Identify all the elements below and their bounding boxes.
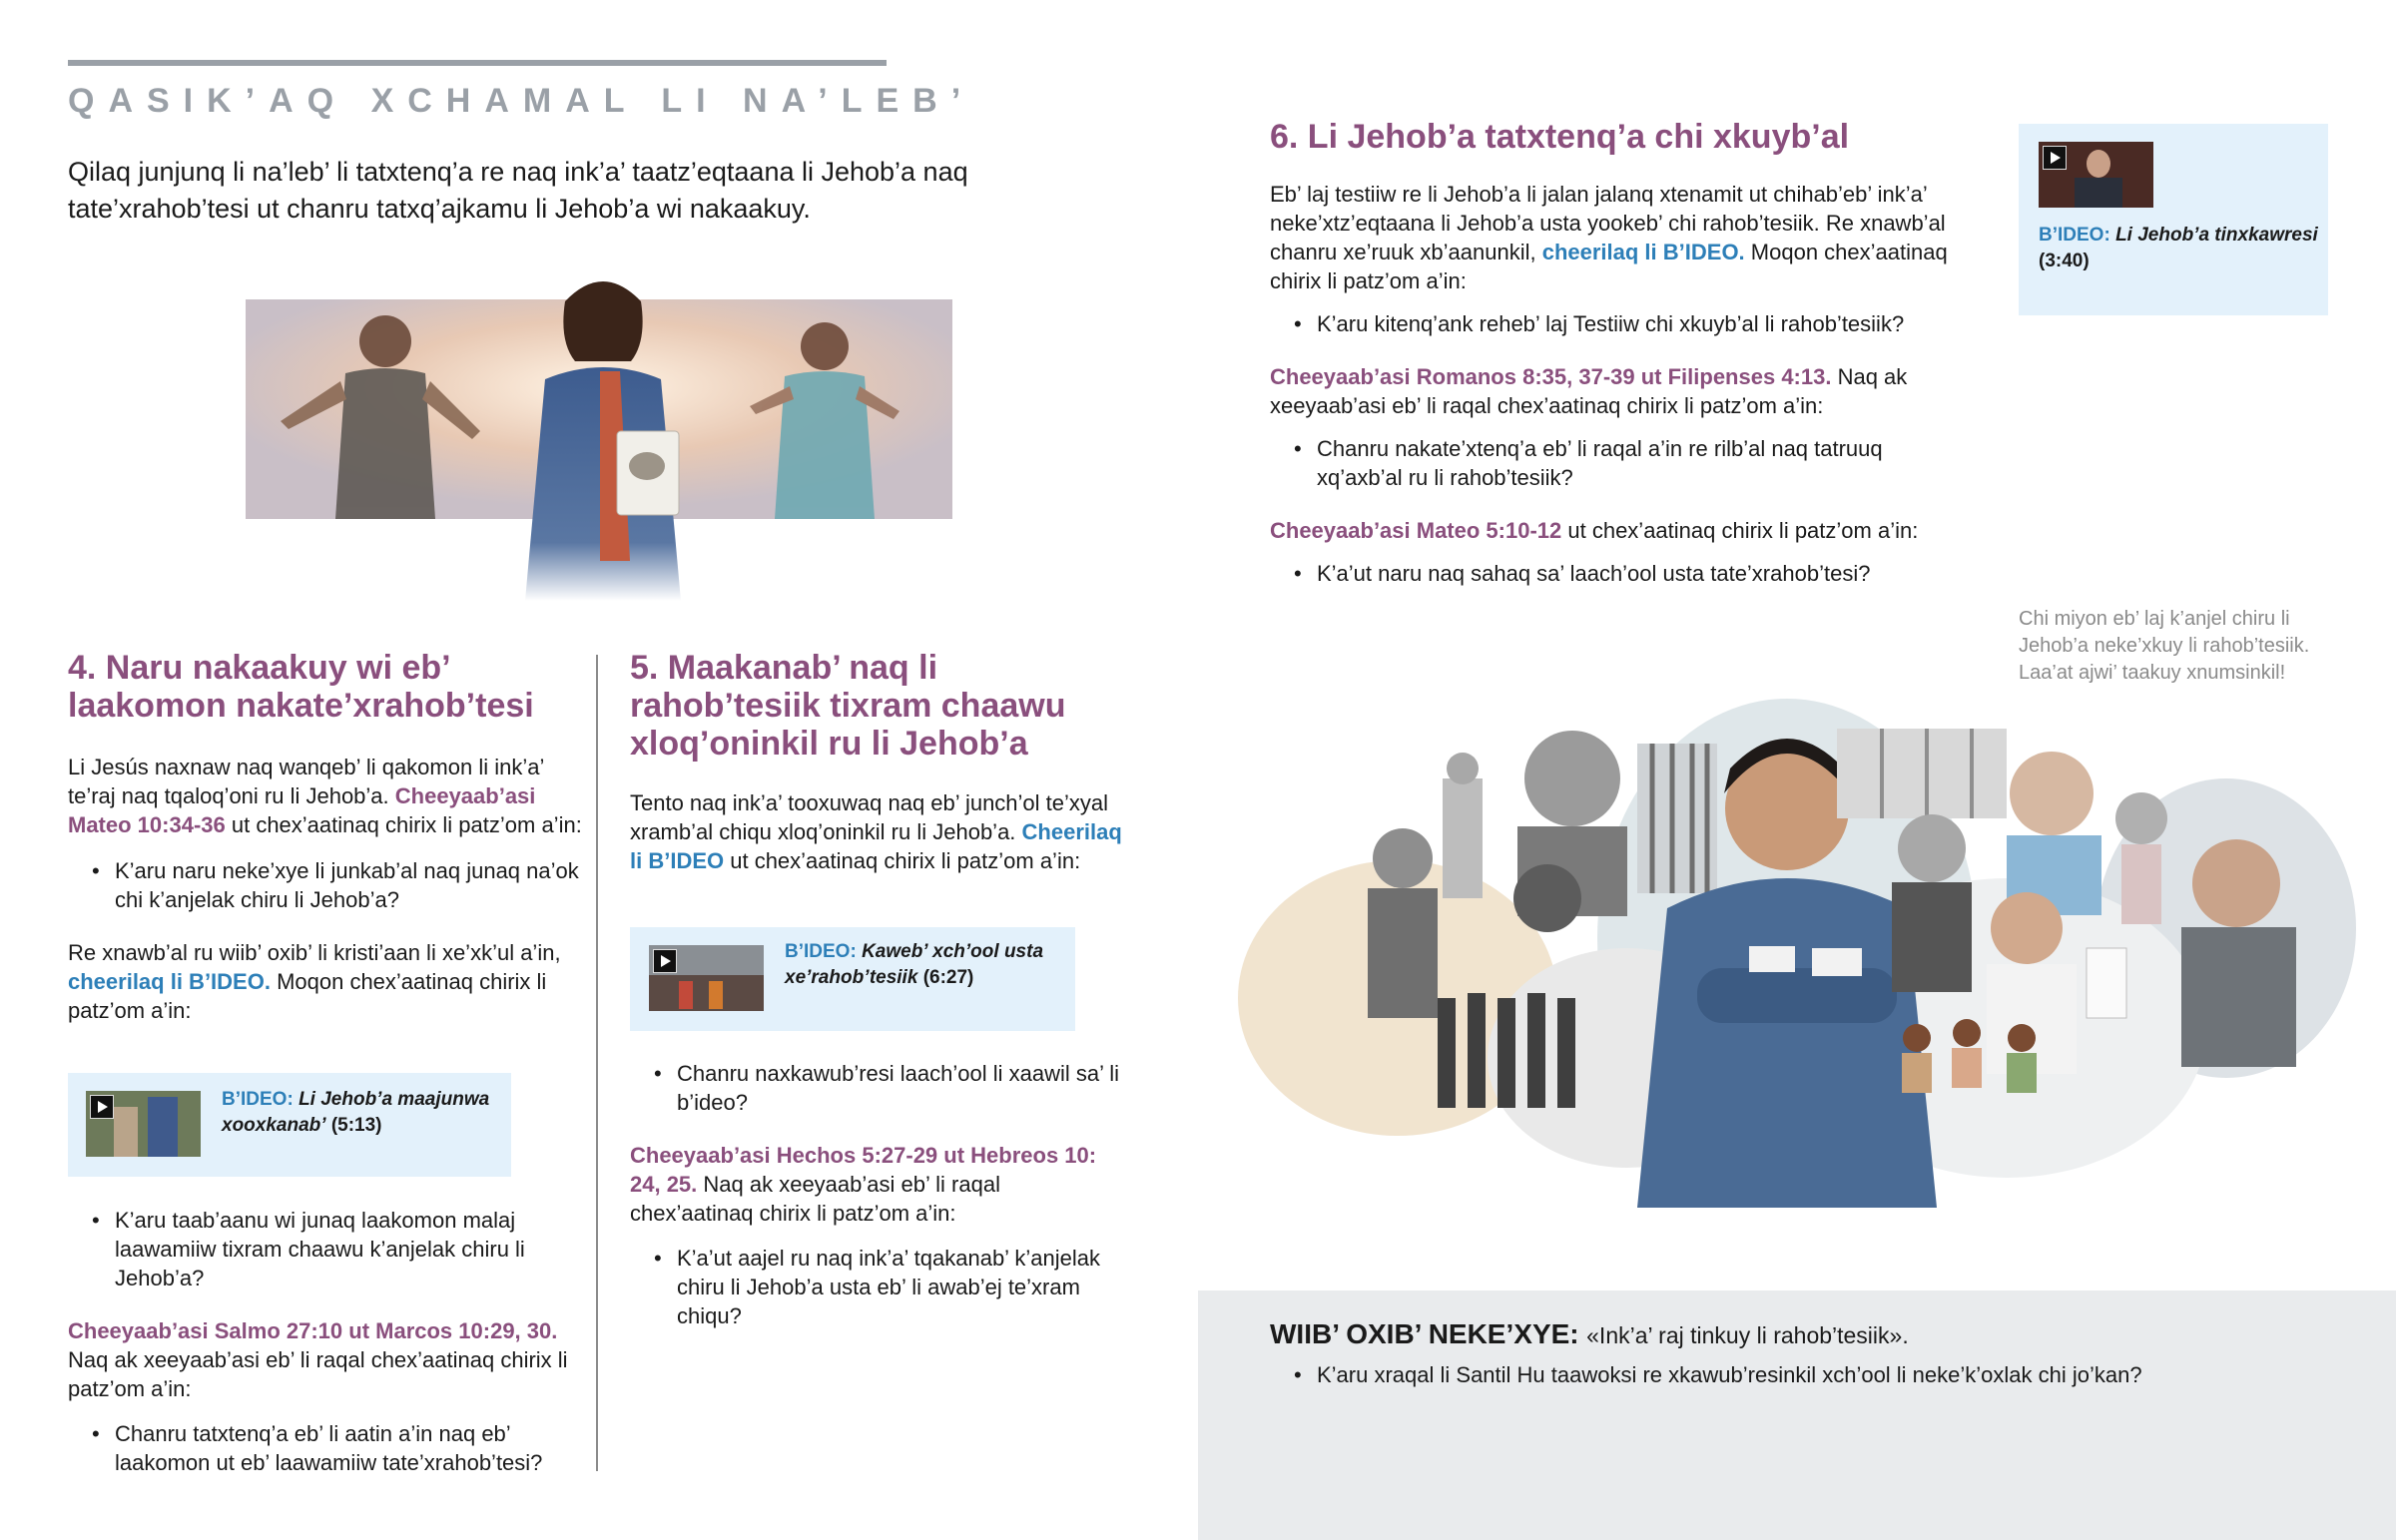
- discussion-question: [68, 1419, 587, 1477]
- video-label: [785, 939, 1064, 991]
- video-link[interactable]: Cheerilaq li B’IDEO: [630, 819, 1122, 873]
- section-5-paragraph-2: [630, 1141, 1129, 1228]
- section-4-paragraph-3: [68, 1316, 587, 1403]
- section-5: [630, 649, 1129, 875]
- discussion-question: [68, 856, 587, 914]
- video-duration: (3:40): [2039, 251, 2090, 271]
- section-kicker: QASIK’AQ XCHAMAL LI NA’LEB’: [68, 82, 975, 120]
- discussion-question: [1270, 559, 1969, 588]
- bullet-icon: •: [92, 1421, 100, 1446]
- paragraph-text: Moqon chex’aatinaq chirix li patz’om a’in:: [1270, 240, 1948, 293]
- scripture-reference: Cheeyaab’asi Mateo 10:34-36: [68, 783, 536, 837]
- video-thumbnail[interactable]: [86, 1091, 201, 1157]
- discussion-question: [1270, 434, 1969, 492]
- scripture-reference: Cheeyaab’asi Romanos 8:35, 37-39 ut Filipenses 4:13.: [1270, 364, 1832, 389]
- discussion-question: [1270, 309, 1969, 338]
- video-thumbnail[interactable]: [2039, 142, 2153, 208]
- bullet-icon: •: [1294, 1362, 1302, 1387]
- video-label: [222, 1087, 501, 1139]
- question-text: Chanru naxkawub’resi laach’ool li xaawil sa’ li b’ideo?: [677, 1061, 1120, 1115]
- section-6-paragraph-1: [1270, 180, 1969, 295]
- section-4-heading: 4. Naru nakaakuy wi eb’ laakomon nakate’xrahob’tesi: [68, 649, 534, 725]
- intro-paragraph: Qilaq junjunq li na’leb’ li tatxtenq’a re naq ink’a’ taatz’eqtaana li Jehob’a naq tate’xrahob’tesi ut chanru tatxq’ajkamu li Jehob’a wi nakaakuy.: [68, 157, 968, 224]
- objection-content: [1270, 1315, 2348, 1389]
- paragraph-text: Naq ak xeeyaab’asi eb’ li raqal chex’aatinaq chirix li patz’om a’in:: [1270, 364, 1908, 418]
- question-text: K’aru kitenq’ank reheb’ laj Testiiw chi xkuyb’al li rahob’tesiik?: [1317, 311, 1905, 336]
- paragraph-text: ut chex’aatinaq chirix li patz’om a’in:: [225, 812, 582, 837]
- video-label: [2039, 223, 2318, 274]
- play-icon[interactable]: [2043, 146, 2067, 170]
- question-text: Chanru tatxtenq’a eb’ li aatin a’in naq eb’ laakomon ut eb’ laawamiiw tate’xrahob’tesi?: [115, 1421, 543, 1475]
- paragraph-text: Eb’ laj testiiw re li Jehob’a li jalan jalanq xtenamit ut chihab’eb’ ink’a’ neke’xtz’eqtaana li Jehob’a usta yookeb’ chi rahob’tesiik. Re xnawb’al chanru xe’ruuk xb’aanunkil,: [1270, 182, 1946, 264]
- question-text: K’aru naru neke’xye li junkab’al naq junaq na’ok chi k’anjelak chiru li Jehob’a?: [115, 858, 579, 912]
- scripture-reference: Cheeyaab’asi Salmo 27:10 ut Marcos 10:29, 30.: [68, 1318, 558, 1343]
- witnesses-collage-illustration: [1228, 699, 2356, 1208]
- section-5-lower: [630, 1059, 1129, 1330]
- family-illustration: [246, 261, 954, 601]
- play-icon[interactable]: [90, 1095, 114, 1119]
- bullet-icon: •: [1294, 311, 1302, 336]
- bullet-icon: •: [654, 1061, 662, 1086]
- video-duration: (5:13): [330, 1115, 382, 1136]
- video-card-section-5[interactable]: [630, 927, 1075, 1031]
- top-rule: [68, 60, 887, 66]
- video-link[interactable]: cheerilaq li B’IDEO.: [1541, 240, 1745, 264]
- objection-quote: «Ink’a’ raj tinkuy li rahob’tesiik».: [1586, 1322, 1909, 1348]
- section-5-paragraph-1: [630, 788, 1129, 875]
- section-4-paragraph-1: [68, 753, 587, 839]
- discussion-question: [1270, 1360, 2348, 1389]
- scripture-reference: Cheeyaab’asi Hechos 5:27-29 ut Hebreos 10: 24, 25.: [630, 1143, 1097, 1197]
- video-thumbnail[interactable]: [649, 945, 764, 1011]
- bullet-icon: •: [92, 1208, 100, 1233]
- paragraph-text: Tento naq ink’a’ tooxuwaq naq eb’ junch’ol te’xyal xramb’al chiqu xloq’oninkil ru li Jehob’a.: [630, 790, 1109, 844]
- video-prefix: B’IDEO:: [2039, 225, 2110, 246]
- question-text: K’aru xraqal li Santil Hu taawoksi re xkawub’resinkil xch’ool li neke’k’oxlak chi jo’kan?: [1317, 1362, 2142, 1387]
- video-card-section-4[interactable]: [68, 1073, 511, 1177]
- section-5-heading: 5. Maakanab’ naq li rahob’tesiik tixram chaawu xloq’oninkil ru li Jehob’a: [630, 649, 1066, 763]
- discussion-question: [68, 1206, 587, 1292]
- paragraph-text: Moqon chex’aatinaq chirix li patz’om a’in:: [68, 969, 547, 1023]
- paragraph-text: Naq ak xeeyaab’asi eb’ li raqal chex’aatinaq chirix li patz’om a’in:: [68, 1347, 568, 1401]
- section-6: [1270, 118, 1969, 588]
- section-4-lower: [68, 1206, 587, 1477]
- section-6-heading: 6. Li Jehob’a tatxtenq’a chi xkuyb’al: [1270, 118, 1850, 156]
- section-4-paragraph-2: [68, 938, 587, 1025]
- discussion-question: [630, 1244, 1129, 1330]
- video-prefix: B’IDEO:: [222, 1089, 294, 1110]
- video-prefix: B’IDEO:: [785, 941, 857, 962]
- scripture-reference: Cheeyaab’asi Mateo 5:10-12: [1270, 518, 1562, 543]
- question-text: K’a’ut aajel ru naq ink’a’ tqakanab’ k’anjelak chiru li Jehob’a usta eb’ li awab’ej te’xram chiqu?: [677, 1246, 1100, 1328]
- question-text: K’a’ut naru naq sahaq sa’ laach’ool usta tate’xrahob’tesi?: [1317, 561, 1871, 586]
- bullet-icon: •: [1294, 436, 1302, 461]
- illustration-caption: Chi miyon eb’ laj k’anjel chiru li Jehob’a neke’xkuy li rahob’tesiik. Laa’at ajwi’ taakuy xnumsinkil!: [2019, 608, 2310, 684]
- objection-label: WIIB’ OXIB’ NEKE’XYE:: [1270, 1318, 1579, 1349]
- video-card-section-6[interactable]: [2019, 124, 2328, 315]
- video-title: Li Jehob’a maajunwa xooxkanab’: [222, 1089, 490, 1136]
- video-title: Li Jehob’a tinxkawresi: [2115, 225, 2318, 246]
- bullet-icon: •: [654, 1246, 662, 1271]
- bullet-icon: •: [92, 858, 100, 883]
- discussion-question: [630, 1059, 1129, 1117]
- question-text: Chanru nakate’xtenq’a eb’ li raqal a’in re rilb’al naq tatruuq xq’axb’al ru li rahob’tesiik?: [1317, 436, 1883, 490]
- question-text: K’aru taab’aanu wi junaq laakomon malaj laawamiiw tixram chaawu k’anjelak chiru li Jehob’a?: [115, 1208, 525, 1290]
- objection-line: [1270, 1315, 2348, 1354]
- play-icon[interactable]: [653, 949, 677, 973]
- bullet-icon: •: [1294, 561, 1302, 586]
- video-title: Kaweb’ xch’ool usta xe’rahob’tesiik: [785, 941, 1044, 988]
- paragraph-text: Li Jesús naxnaw naq wanqeb’ li qakomon li ink’a’ te’raj naq tqaloq’oni ru li Jehob’a.: [68, 755, 544, 808]
- video-link[interactable]: cheerilaq li B’IDEO.: [68, 969, 271, 994]
- paragraph-text: Re xnawb’al ru wiib’ oxib’ li kristi’aan li xe’xk’ul a’in,: [68, 940, 561, 965]
- column-divider: [596, 655, 598, 1471]
- paragraph-text: ut chex’aatinaq chirix li patz’om a’in:: [724, 848, 1081, 873]
- paragraph-text: Naq ak xeeyaab’asi eb’ li raqal chex’aatinaq chirix li patz’om a’in:: [630, 1172, 1000, 1226]
- section-6-paragraph-3: [1270, 516, 1969, 545]
- video-duration: (6:27): [922, 967, 974, 988]
- section-4: [68, 649, 587, 1025]
- section-6-paragraph-2: [1270, 362, 1969, 420]
- paragraph-text: ut chex’aatinaq chirix li patz’om a’in:: [1561, 518, 1919, 543]
